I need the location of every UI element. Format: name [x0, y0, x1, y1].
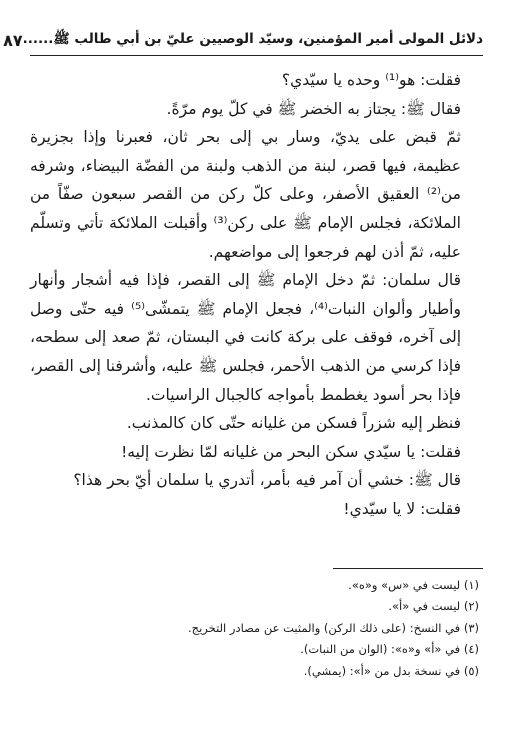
- running-header: [3, 28, 483, 52]
- page-number: ٨٧: [3, 30, 23, 50]
- footnote-5: (٥) في نسخة بدل من «أ»: (يمشي).: [303, 663, 479, 678]
- paragraph-5: فنظر إليه شزراً فسكن من غليانه حتّى كان كالمذنب.: [126, 414, 461, 433]
- running-header-title: دلائل المولى أمير المؤمنين، وسيّد الوصيين عليّ بن أبي طالب ﷺ......: [22, 31, 483, 47]
- footnote-2: (٢) ليست في «أ».: [388, 599, 479, 614]
- paragraph-7: قال ﷺ: خشي أن آمر فيه بأمر، أتدري يا سلمان أيّ بحر هذا؟: [73, 471, 461, 490]
- footnote-4: (٤) في «أ» و«ه»: (الوان من النبات).: [300, 642, 479, 657]
- footnote-divider: [333, 568, 483, 569]
- main-text: [30, 66, 483, 524]
- paragraph-2: فقال ﷺ: يجتاز به الخضر ﷺ في كلّ يوم مرّةً.: [166, 99, 461, 118]
- footnote-1: (١) ليست في «س» و«ه».: [348, 578, 479, 592]
- paragraph-1: فقلت: هو⁽¹⁾ وحده يا سيّدي؟: [281, 71, 461, 89]
- paragraph-6: فقلت: يا سيّدي سكن البحر من غليانه لمّا نظرت إليه!: [121, 442, 461, 461]
- paragraph-3: ثمّ قبض على يديّ، وسار بي إلى بحر ثان، فعبرنا وإذا بجزيرة عظيمة، فيها قصر، لبنة من الذهب ولبنة من الفضّة البيضاء، وشرفه من⁽²⁾ العقيق الأصفر، وعلى كلّ ركن من القصر سبعون صفّاً من الملائكة، فجلس الإمام ﷺ على ركن⁽³⁾ وأقبلت الملائكة تأتي وتسلّم عليه، ثمّ أذن لهم فرجعوا إلى مواضعهم.: [30, 128, 461, 261]
- header-divider: [30, 55, 483, 56]
- footnotes: [30, 575, 483, 682]
- paragraph-8: فقلت: لا يا سيّدي!: [343, 499, 461, 518]
- paragraph-4: قال سلمان: ثمّ دخل الإمام ﷺ إلى القصر، فإذا فيه أشجار وأنهار وأطيار وألوان النبات⁽⁴⁾، فجعل الإمام ﷺ يتمشّى⁽⁵⁾ فيه حتّى وصل إلى آخره، فوقف على بركة كانت في البستان، ثمّ صعد إلى سطحه، فإذا كرسي من الذهب الأحمر، فجلس ﷺ عليه، وأشرفنا إلى القصر، فإذا بحر أسود يغطمط بأمواجه كالجبال الراسيات.: [30, 271, 461, 404]
- footnote-3: (٣) في النسخ: (على ذلك الركن) والمثبت عن مصادر التخريج.: [188, 620, 479, 635]
